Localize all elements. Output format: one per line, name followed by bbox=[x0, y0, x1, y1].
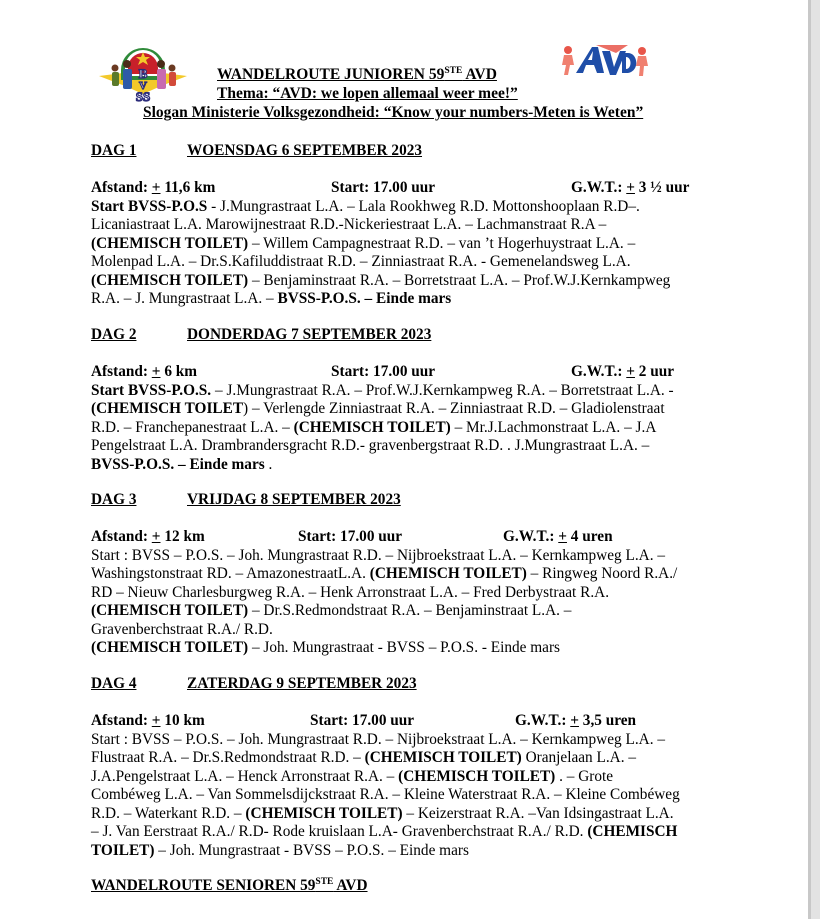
route-text: R.D. – Franchepanestraat L.A. – bbox=[91, 418, 294, 436]
distance bbox=[91, 712, 205, 731]
route-highlight: (CHEMISCH bbox=[587, 823, 678, 840]
senior-title: WANDELROUTE SENIOREN 59 bbox=[91, 877, 316, 894]
route-line bbox=[91, 382, 731, 401]
route-highlight: (CHEMISCH TOILET) bbox=[91, 271, 249, 289]
svg-text:V: V bbox=[139, 80, 147, 92]
vertical-scrollbar[interactable] bbox=[808, 0, 820, 919]
day-meta bbox=[91, 528, 731, 547]
distance-label: Afstand: bbox=[91, 179, 152, 196]
route-line bbox=[91, 253, 731, 272]
route-text: R.A. – J. Mungrastraat L.A. – bbox=[91, 290, 278, 307]
start-time: Start: 17.00 uur bbox=[331, 363, 436, 380]
route-text: . – Grote bbox=[555, 767, 614, 785]
route-text: J.A.Pengelstraat L.A. – Henck Arronstraat R.A. – bbox=[91, 767, 399, 785]
route-text: – Mr.J.Lachmonstraat L.A. – J.A bbox=[450, 418, 657, 436]
approx-sign: + bbox=[570, 712, 579, 729]
route-description bbox=[91, 382, 731, 475]
route-text: – J. Van Eerstraat R.A./ R.D- Rode kruislaan L.A- Gravenberchstraat R.A./ R.D. bbox=[91, 823, 588, 840]
gwt bbox=[503, 528, 613, 547]
route-text: – Joh. Mungrastraat - BVSS – P.O.S. - Einde mars bbox=[248, 639, 561, 656]
route-highlight: TOILET) bbox=[91, 841, 155, 859]
day-number: DAG 4 bbox=[91, 675, 137, 692]
day-meta bbox=[91, 712, 731, 731]
route-line bbox=[91, 768, 731, 787]
distance-value: 12 km bbox=[160, 528, 205, 545]
route-text: – J.Mungrastraat R.A. – Prof.W.J.Kernkampweg R.A. – Borretstraat L.A. - bbox=[211, 381, 674, 399]
route-text: Oranjelaan L.A. – bbox=[521, 749, 637, 766]
route-description bbox=[91, 198, 731, 309]
senior-heading bbox=[91, 877, 368, 895]
distance bbox=[91, 528, 205, 547]
route-line bbox=[91, 823, 731, 842]
route-highlight: (CHEMISCH TOILET) bbox=[91, 602, 249, 619]
gwt-label: G.W.T.: bbox=[503, 528, 559, 545]
route-highlight: Start BVSS-P.O.S bbox=[91, 197, 208, 215]
route-highlight: (CHEMISCH TOILET) bbox=[293, 418, 451, 436]
route-text: Washingstonstraat RD. – AmazonestraatL.A. bbox=[91, 565, 370, 582]
route-text: Flustraat R.A. – Dr.S.Redmondstraat R.D. – bbox=[91, 749, 365, 766]
route-line bbox=[91, 749, 731, 768]
route-highlight: (CHEMISCH TOILET) bbox=[91, 234, 249, 252]
distance bbox=[91, 179, 215, 198]
route-text: – Ringweg Noord R.A./ bbox=[526, 565, 678, 582]
day-section bbox=[91, 142, 731, 309]
route-text: R.D. – Waterkant R.D. – bbox=[91, 804, 246, 822]
route-text: – Joh. Mungrastraat - BVSS – P.O.S. – Einde mars bbox=[154, 841, 469, 859]
route-line bbox=[91, 456, 731, 475]
day-heading bbox=[91, 675, 731, 694]
route-text: RD – Nieuw Charlesburgweg R.A. – Henk Arronstraat L.A. – Fred Derbystraat R.A. bbox=[91, 583, 610, 601]
route-line bbox=[91, 216, 731, 235]
route-text: Pengelstraat L.A. Drambrandersgracht R.D.- gravenbergstraat R.D. . J.Mungrastraat L.A. – bbox=[91, 437, 650, 454]
route-description bbox=[91, 547, 731, 658]
route-text: Combéweg L.A. – Van Sommelsdijckstraat R.A. – Kleine Waterstraat R.A. – Kleine Combéweg bbox=[91, 786, 680, 803]
route-description bbox=[91, 731, 731, 861]
gwt bbox=[515, 712, 636, 731]
distance-value: 11,6 km bbox=[160, 179, 216, 196]
day-date: VRIJDAG 8 SEPTEMBER 2023 bbox=[187, 491, 401, 508]
gwt-label: G.W.T.: bbox=[571, 179, 627, 196]
day-section bbox=[91, 675, 731, 860]
route-text: – Dr.S.Redmondstraat R.A. – Benjaminstraat L.A. – bbox=[248, 602, 572, 619]
route-line bbox=[91, 639, 731, 658]
distance-label: Afstand: bbox=[91, 712, 152, 729]
route-text: – Keizerstraat R.A. –Van Idsingastraat L.A. bbox=[402, 804, 674, 822]
route-line bbox=[91, 786, 731, 805]
gwt-value: 3,5 uren bbox=[578, 712, 637, 729]
day-heading bbox=[91, 142, 731, 161]
route-line bbox=[91, 235, 731, 254]
route-highlight: BVSS-P.O.S. – Einde mars bbox=[91, 455, 265, 473]
route-highlight: (CHEMISCH TOILET bbox=[91, 400, 244, 417]
route-text: Start : BVSS – P.O.S. – Joh. Mungrastraat R.D. – Nijbroekstraat L.A. – Kernkampweg L.A. – bbox=[91, 730, 666, 748]
approx-sign: + bbox=[151, 712, 161, 729]
route-text: – Benjaminstraat R.A. – Borretstraat L.A. – Prof.W.J.Kernkampweg bbox=[248, 271, 671, 289]
day-heading bbox=[91, 491, 731, 510]
approx-sign: + bbox=[151, 528, 161, 545]
route-line bbox=[91, 842, 731, 861]
day-number: DAG 3 bbox=[91, 491, 137, 508]
day-heading bbox=[91, 326, 731, 345]
title-text: WANDELROUTE JUNIOREN 59 bbox=[217, 66, 445, 83]
senior-suffix: AVD bbox=[333, 877, 368, 894]
route-line bbox=[91, 547, 731, 566]
gwt-value: 4 uren bbox=[566, 528, 613, 545]
route-text: Gravenberchstraat R.A./ R.D. bbox=[91, 620, 273, 638]
gwt-value: 3 ½ uur bbox=[634, 179, 690, 196]
distance-label: Afstand: bbox=[91, 528, 152, 545]
route-text: . bbox=[264, 455, 273, 473]
gwt bbox=[571, 363, 674, 382]
route-highlight: Start BVSS-P.O.S. bbox=[91, 381, 212, 399]
route-line bbox=[91, 272, 731, 291]
route-highlight: (CHEMISCH TOILET) bbox=[91, 639, 249, 656]
route-highlight: BVSS-P.O.S. – Einde mars bbox=[277, 290, 452, 307]
route-text: Molenpad L.A. – Dr.S.Kafiluddistraat R.D. – Zinniastraat R.A. - Gemenelandsweg L.A. bbox=[91, 253, 631, 270]
route-highlight: (CHEMISCH TOILET) bbox=[364, 749, 522, 766]
route-highlight: (CHEMISCH TOILET) bbox=[369, 565, 527, 582]
gwt-value: 2 uur bbox=[634, 363, 675, 380]
bvss-logo bbox=[95, 46, 191, 102]
route-text: – Willem Campagnestraat R.D. – van ’t Hogerhuystraat L.A. – bbox=[248, 234, 636, 252]
document-title bbox=[217, 66, 497, 84]
route-text: - J.Mungrastraat L.A. – Lala Rookhweg R.D. Mottonshooplaan R.D–. bbox=[207, 197, 640, 215]
day-date: WOENSDAG 6 SEPTEMBER 2023 bbox=[187, 142, 423, 159]
approx-sign: + bbox=[151, 363, 161, 380]
slogan-line: Slogan Ministerie Volksgezondheid: “Know your numbers-Meten is Weten” bbox=[143, 104, 644, 121]
route-line bbox=[91, 419, 731, 438]
distance bbox=[91, 363, 197, 382]
distance-value: 10 km bbox=[160, 712, 205, 729]
route-text: Licaniastraat L.A. Marowijnestraat R.D.-Nickeriestraat L.A. – Lachmanstraat R.A – bbox=[91, 216, 607, 233]
route-line bbox=[91, 290, 731, 309]
route-line bbox=[91, 584, 731, 603]
day-section bbox=[91, 326, 731, 474]
approx-sign: + bbox=[626, 179, 635, 196]
route-highlight: (CHEMISCH TOILET) bbox=[245, 804, 403, 822]
day-number: DAG 1 bbox=[91, 142, 137, 159]
avd-logo bbox=[558, 43, 652, 79]
gwt-label: G.W.T.: bbox=[571, 363, 627, 380]
gwt-label: G.W.T.: bbox=[515, 712, 571, 729]
route-text: ) – Verlengde Zinniastraat R.A. – Zinniastraat R.D. – Gladiolenstraat bbox=[243, 400, 665, 417]
start-time: Start: 17.00 uur bbox=[310, 712, 415, 729]
route-line bbox=[91, 565, 731, 584]
svg-text:SS: SS bbox=[135, 89, 151, 102]
route-line bbox=[91, 602, 731, 621]
day-number: DAG 2 bbox=[91, 326, 137, 343]
day-section bbox=[91, 491, 731, 658]
day-meta bbox=[91, 179, 731, 198]
route-line bbox=[91, 198, 731, 217]
svg-text:B: B bbox=[138, 66, 148, 81]
route-highlight: (CHEMISCH TOILET) bbox=[398, 767, 556, 785]
approx-sign: + bbox=[151, 179, 161, 196]
route-line bbox=[91, 400, 731, 419]
route-line bbox=[91, 731, 731, 750]
approx-sign: + bbox=[558, 528, 567, 545]
senior-superscript: STE bbox=[315, 877, 334, 887]
start-time: Start: 17.00 uur bbox=[331, 179, 436, 196]
distance-label: Afstand: bbox=[91, 363, 152, 380]
start-time: Start: 17.00 uur bbox=[298, 528, 403, 545]
title-suffix: AVD bbox=[462, 66, 497, 83]
route-line bbox=[91, 437, 731, 456]
day-meta bbox=[91, 363, 731, 382]
route-line bbox=[91, 805, 731, 824]
day-date: ZATERDAG 9 SEPTEMBER 2023 bbox=[187, 675, 417, 692]
gwt bbox=[571, 179, 689, 198]
theme-line: Thema: “AVD: we lopen allemaal weer mee!” bbox=[217, 85, 518, 102]
route-text: Start : BVSS – P.O.S. – Joh. Mungrastraat R.D. – Nijbroekstraat L.A. – Kernkampweg L.A. – bbox=[91, 546, 666, 564]
distance-value: 6 km bbox=[160, 363, 198, 380]
title-superscript: STE bbox=[444, 66, 463, 76]
route-line bbox=[91, 621, 731, 640]
approx-sign: + bbox=[626, 363, 635, 380]
day-date: DONDERDAG 7 SEPTEMBER 2023 bbox=[187, 326, 432, 343]
